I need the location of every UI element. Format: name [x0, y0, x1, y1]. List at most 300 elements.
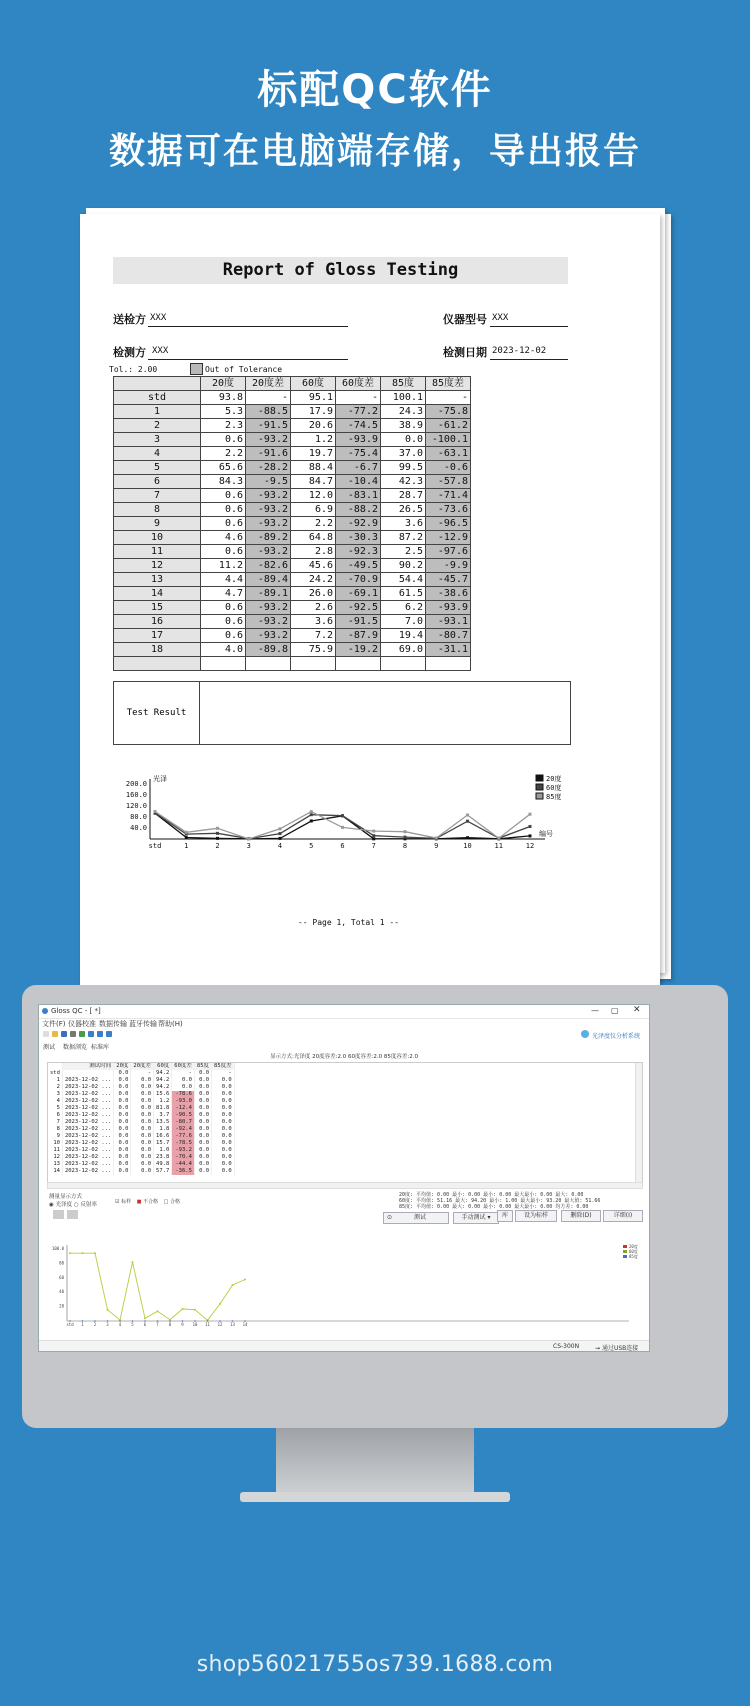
grid-cell: 6 [48, 1112, 62, 1119]
report-row [114, 531, 471, 545]
report-cell: -19.2 [336, 643, 381, 657]
grid-cell: 12 [48, 1154, 62, 1161]
grid-cell: 0.0 [212, 1133, 235, 1140]
grid-cell: 23.8 [154, 1154, 172, 1161]
report-data-point [279, 832, 282, 835]
report-row [114, 475, 471, 489]
grid-cell: std [48, 1070, 62, 1077]
grid-cell: 0.0 [212, 1112, 235, 1119]
report-x-tick: 4 [277, 842, 283, 850]
report-cell: 2.6 [291, 601, 336, 615]
tab-data-browse[interactable]: 数据浏览 [63, 1044, 88, 1051]
report-cell: -89.1 [246, 587, 291, 601]
window-title: Gloss QC - [ *] [51, 1007, 101, 1015]
grid-cell: 2023-12-02 ... [62, 1119, 113, 1126]
grid-cell: 0.0 [194, 1154, 211, 1161]
grid-cell: 0.0 [194, 1140, 211, 1147]
grid-cell: 11 [48, 1147, 62, 1154]
report-x-tick: std [148, 842, 162, 850]
report-y-tick: 80.0 [130, 813, 147, 821]
report-cell: -87.9 [336, 629, 381, 643]
grid-cell [62, 1070, 113, 1077]
check-pass[interactable]: □ 合格 [163, 1199, 180, 1205]
grid-row[interactable] [48, 1091, 234, 1098]
grid-row[interactable] [48, 1070, 234, 1077]
report-legend-swatch [536, 775, 543, 781]
grid-cell: 1.8 [154, 1126, 172, 1133]
brand-logo-icon [581, 1030, 589, 1038]
grid-cell: 0.0 [194, 1084, 211, 1091]
grid-cell: 0.0 [212, 1091, 235, 1098]
grid-cell: 2023-12-02 ... [62, 1084, 113, 1091]
report-cell: -70.9 [336, 573, 381, 587]
status-bar [39, 1340, 649, 1352]
report-cell: 0.6 [201, 503, 246, 517]
grid-cell: 13 [48, 1161, 62, 1168]
report-data-point [529, 834, 532, 837]
grid-cell: 16.6 [154, 1133, 172, 1140]
report-cell: 15 [114, 601, 201, 615]
check-std-label: 标样 [121, 1199, 132, 1205]
menu-transfer[interactable]: 数据传输 [99, 1020, 127, 1028]
grid-col-header: 60度 [154, 1063, 172, 1070]
report-y-tick: 200.0 [125, 780, 147, 788]
report-data-point [154, 810, 157, 813]
report-cell: -0.6 [426, 461, 471, 475]
grid-cell: 2023-12-02 ... [62, 1168, 113, 1175]
date-label: 检测日期 [443, 346, 487, 359]
maximize-button[interactable]: ▢ [611, 1006, 619, 1015]
report-cell: 0.6 [201, 433, 246, 447]
sw-point-60 [69, 1252, 71, 1254]
grid-cell: 0.0 [131, 1140, 154, 1147]
grid-cell: -80.7 [172, 1119, 195, 1126]
tab-bar [39, 1041, 649, 1050]
sw-x-tick: 12 [217, 1322, 223, 1327]
report-x-tick: 6 [340, 842, 345, 850]
settings-icon[interactable] [97, 1031, 103, 1037]
grid-cell: -44.4 [172, 1161, 195, 1168]
sw-x-tick: 9 [181, 1322, 184, 1327]
report-legend-swatch [536, 784, 543, 790]
report-cell: -49.5 [336, 559, 381, 573]
grid-cell: 4 [48, 1098, 62, 1105]
inspector-underline [148, 359, 348, 360]
grid-col-header: 测试时间 [62, 1063, 113, 1070]
grid-row[interactable] [48, 1126, 234, 1133]
sender-label: 送检方 [113, 313, 146, 326]
sw-legend-swatch [623, 1245, 627, 1248]
sw-y-tick: 20 [59, 1303, 64, 1309]
menu-bluetooth[interactable]: 蓝牙传输 [129, 1020, 157, 1028]
grid-col-header: 60度差 [172, 1063, 195, 1070]
check-fail-label: 不合格 [143, 1199, 159, 1205]
grid-row[interactable] [48, 1119, 234, 1126]
grid-cell: 0.0 [212, 1105, 235, 1112]
grid-cell: 0.0 [194, 1161, 211, 1168]
report-row [114, 503, 471, 517]
new-icon[interactable] [43, 1031, 49, 1037]
grid-row[interactable] [48, 1112, 234, 1119]
sw-legend-swatch [623, 1255, 627, 1258]
sw-point-60 [144, 1317, 146, 1319]
grid-cell: 0.0 [172, 1084, 195, 1091]
report-cell: -92.9 [336, 517, 381, 531]
report-data-point [372, 834, 375, 837]
test-result-label: Test Result [114, 682, 200, 744]
grid-cell: 2023-12-02 ... [62, 1147, 113, 1154]
sw-x-tick: 7 [156, 1322, 159, 1327]
report-cell: -89.8 [246, 643, 291, 657]
radio-reflectance[interactable]: ○ 反射率 [73, 1202, 97, 1208]
report-cell: 65.6 [201, 461, 246, 475]
report-cell: -93.2 [246, 601, 291, 615]
report-cell: 2.2 [201, 447, 246, 461]
menu-bar [39, 1018, 649, 1028]
sw-y-tick: 80 [59, 1260, 64, 1266]
manual-test-label: 手动测试 [461, 1214, 486, 1221]
report-cell: -74.5 [336, 419, 381, 433]
grid-cell: 0.0 [212, 1161, 235, 1168]
grid-cell: 3.7 [154, 1112, 172, 1119]
report-cell: 6.9 [291, 503, 336, 517]
report-data-point [372, 830, 375, 833]
minimize-button[interactable]: — [591, 1006, 599, 1015]
monitor-base [240, 1492, 510, 1502]
report-row [114, 391, 471, 405]
grid-cell: 0.0 [114, 1084, 131, 1091]
sw-legend-label: 20度 [629, 1244, 638, 1249]
grid-cell: 2023-12-02 ... [62, 1091, 113, 1098]
date-value: 2023-12-02 [492, 346, 547, 356]
grid-row[interactable] [48, 1133, 234, 1140]
report-row [114, 601, 471, 615]
sw-y-tick: 40 [59, 1289, 64, 1295]
inspector-label: 检测方 [113, 346, 146, 359]
grid-row[interactable] [48, 1105, 234, 1112]
grid-cell: 0.0 [114, 1091, 131, 1098]
report-data-point [310, 810, 313, 813]
report-cell: 7.0 [381, 615, 426, 629]
report-cell: 4.0 [201, 643, 246, 657]
report-data-point [279, 837, 282, 840]
report-cell: -96.5 [426, 517, 471, 531]
small-button-2[interactable] [67, 1210, 78, 1219]
report-cell: -89.2 [246, 531, 291, 545]
grid-cell: 2023-12-02 ... [62, 1161, 113, 1168]
export-icon[interactable] [79, 1031, 85, 1037]
menu-help[interactable]: 帮助(H) [158, 1020, 183, 1028]
grid-cell: 3 [48, 1091, 62, 1098]
report-cell: 90.2 [381, 559, 426, 573]
report-cell: -93.9 [336, 433, 381, 447]
report-col-header: 20度 [201, 377, 246, 391]
grid-row[interactable] [48, 1077, 234, 1084]
grid-cell: -77.6 [172, 1133, 195, 1140]
sw-x-tick: 11 [205, 1322, 210, 1327]
grid-cell: 0.0 [212, 1098, 235, 1105]
report-x-tick: 12 [525, 842, 535, 850]
report-cell: -73.6 [426, 503, 471, 517]
grid-cell: - [131, 1070, 154, 1077]
grid-cell: 1.0 [154, 1147, 172, 1154]
report-data-point [404, 830, 407, 833]
grid-row[interactable] [48, 1161, 234, 1168]
radio-gloss[interactable]: ◉ 光泽度 [49, 1202, 73, 1208]
report-cell: -28.2 [246, 461, 291, 475]
grid-cell: -92.4 [172, 1126, 195, 1133]
report-cell: 2 [114, 419, 201, 433]
report-cell: 2.5 [381, 545, 426, 559]
report-data-point [466, 836, 469, 839]
report-cell: 3.6 [291, 615, 336, 629]
report-cell: std [114, 391, 201, 405]
grid-cell: 0.0 [194, 1098, 211, 1105]
report-cell: 0.0 [381, 433, 426, 447]
headline: 标配QC软件 [257, 67, 493, 113]
grid-row[interactable] [48, 1154, 234, 1161]
set-standard-button[interactable]: 设为标样 [515, 1210, 557, 1222]
report-x-tick: 5 [309, 842, 314, 850]
page-footer: -- Page 1, Total 1 -- [297, 918, 400, 927]
menu-calibrate[interactable]: 仪器校准 [68, 1020, 96, 1028]
menu-file[interactable]: 文件(F) [42, 1020, 66, 1028]
grid-cell: 2023-12-02 ... [62, 1098, 113, 1105]
help-icon[interactable] [106, 1031, 112, 1037]
grid-cell: 8 [48, 1126, 62, 1133]
radio-gloss-label: 光泽度 [55, 1202, 73, 1208]
open-icon[interactable] [52, 1031, 58, 1037]
report-table [113, 376, 471, 671]
tab-std-library[interactable]: 标准库 [91, 1044, 110, 1051]
grid-cell: 0.0 [131, 1084, 154, 1091]
report-cell: - [336, 391, 381, 405]
grid-cell: 0.0 [194, 1077, 211, 1084]
grid-cell: 0.0 [194, 1091, 211, 1098]
report-cell: -9.9 [426, 559, 471, 573]
report-cell: -92.3 [336, 545, 381, 559]
report-cell: 45.6 [291, 559, 336, 573]
report-cell: 4.4 [201, 573, 246, 587]
display-mode-text: 显示方式:光泽度 20度容差:2.0 60度容差:2.0 85度容差:2.0 [270, 1054, 418, 1060]
save-icon[interactable] [61, 1031, 67, 1037]
report-cell: 4.7 [201, 587, 246, 601]
grid-cell: 0.0 [114, 1161, 131, 1168]
report-data-point [497, 837, 500, 840]
grid-cell: 0.0 [131, 1091, 154, 1098]
report-cell: 64.8 [291, 531, 336, 545]
sw-x-tick: 2 [93, 1322, 97, 1327]
report-cell: 4.6 [201, 531, 246, 545]
report-cell: -63.1 [426, 447, 471, 461]
grid-cell: -78.5 [172, 1140, 195, 1147]
report-legend-label: 60度 [546, 784, 562, 792]
report-cell: 88.4 [291, 461, 336, 475]
report-cell: 24.2 [291, 573, 336, 587]
report-cell: 0.6 [201, 517, 246, 531]
report-col-header: 85度差 [426, 377, 471, 391]
software-window [38, 1004, 650, 1352]
report-y-unit: 光泽 [153, 775, 167, 783]
model-label: 仪器型号 [443, 313, 487, 326]
report-cell: - [246, 391, 291, 405]
report-data-point [466, 820, 469, 823]
sw-x-tick: std [66, 1322, 74, 1327]
grid-col-header: 20度 [114, 1063, 131, 1070]
grid-cell: 0.0 [194, 1168, 211, 1175]
grid-cell: 0.0 [212, 1084, 235, 1091]
report-cell: -88.5 [246, 405, 291, 419]
small-button-1[interactable] [53, 1210, 64, 1219]
print-icon[interactable] [70, 1031, 76, 1037]
test-button[interactable] [383, 1212, 449, 1224]
out-of-tolerance-label: Out of Tolerance [205, 365, 283, 374]
report-cell: 99.5 [381, 461, 426, 475]
grid-cell: 0.0 [114, 1119, 131, 1126]
grid-cell: 0.0 [114, 1133, 131, 1140]
report-cell: 17 [114, 629, 201, 643]
grid-cell: 0.0 [194, 1112, 211, 1119]
grid-cell: 0.0 [194, 1105, 211, 1112]
sw-point-60 [82, 1252, 84, 1254]
tab-test[interactable]: 测试 [43, 1044, 56, 1051]
grid-cell: 9 [48, 1133, 62, 1140]
check-std[interactable]: ☑ 标样 [115, 1199, 132, 1205]
report-cell: 11.2 [201, 559, 246, 573]
horizontal-scrollbar[interactable] [47, 1182, 643, 1189]
sw-x-tick: 4 [118, 1322, 122, 1327]
sw-x-tick: 8 [168, 1322, 172, 1327]
report-cell: 61.5 [381, 587, 426, 601]
grid-cell: 0.0 [212, 1119, 235, 1126]
refresh-icon[interactable] [88, 1031, 94, 1037]
report-cell: -93.2 [246, 433, 291, 447]
close-button[interactable]: ✕ [633, 1005, 641, 1015]
report-cell: 14 [114, 587, 201, 601]
report-cell: 26.5 [381, 503, 426, 517]
report-cell: 2.2 [291, 517, 336, 531]
grid-row[interactable] [48, 1147, 234, 1154]
report-cell: 19.4 [381, 629, 426, 643]
report-data-point [279, 827, 282, 830]
stats-85: 85度: 平均值: 0.00 最大: 0.00 最小: 0.00 最大最小: 0.00 均方差: 0.00 [399, 1204, 589, 1210]
grid-cell: - [212, 1070, 235, 1077]
report-cell: -93.2 [246, 615, 291, 629]
grid-cell: 2 [48, 1084, 62, 1091]
brand-name: 光泽度仪分析系统 [592, 1033, 641, 1040]
report-cell: -91.6 [246, 447, 291, 461]
report-col-header: 85度 [381, 377, 426, 391]
report-cell: 2.3 [201, 419, 246, 433]
model-value: XXX [492, 313, 509, 323]
report-row [114, 587, 471, 601]
test-result-box [113, 681, 571, 745]
report-cell: 28.7 [381, 489, 426, 503]
sender-value: XXX [150, 313, 167, 323]
report-cell: -97.6 [426, 545, 471, 559]
grid-cell: 0.0 [114, 1154, 131, 1161]
sender-underline [148, 326, 348, 327]
report-x-tick: 11 [494, 842, 503, 850]
sw-point-60 [94, 1252, 96, 1254]
sw-x-tick: 14 [242, 1322, 248, 1327]
grid-cell: -12.4 [172, 1105, 195, 1112]
stats-60: 60度: 平均值: 51.16 最大: 94.20 最小: 1.00 最大最小: 93.20 最大值: 51.66 [399, 1198, 601, 1204]
grid-cell: 57.7 [154, 1168, 172, 1175]
grid-cell: 1 [48, 1077, 62, 1084]
grid-row[interactable] [48, 1098, 234, 1105]
sw-point-60 [219, 1303, 221, 1305]
report-x-tick: 3 [246, 842, 251, 850]
report-data-point [216, 827, 219, 830]
grid-cell: 0.0 [114, 1126, 131, 1133]
report-cell: -77.2 [336, 405, 381, 419]
sw-x-tick: 13 [230, 1322, 235, 1327]
grid-cell: 0.0 [131, 1098, 154, 1105]
grid-cell: 0.0 [114, 1070, 131, 1077]
report-x-unit: 编号 [539, 830, 553, 838]
report-cell: 6.2 [381, 601, 426, 615]
grid-cell: 0.0 [194, 1133, 211, 1140]
grid-row[interactable] [48, 1168, 234, 1175]
grid-row[interactable] [48, 1140, 234, 1147]
report-cell: 84.3 [201, 475, 246, 489]
grid-cell: 10 [48, 1140, 62, 1147]
report-cell: 4 [114, 447, 201, 461]
check-fail[interactable]: ■ 不合格 [136, 1199, 159, 1205]
report-cell: 0.6 [201, 615, 246, 629]
inspector-value: XXX [152, 346, 169, 356]
grid-col-header: 85度差 [212, 1063, 235, 1070]
grid-cell: - [172, 1070, 195, 1077]
report-cell: 7 [114, 489, 201, 503]
sw-legend-swatch [623, 1250, 627, 1253]
report-cell: -100.1 [426, 433, 471, 447]
report-x-tick: 8 [402, 842, 408, 850]
report-cell: -93.2 [246, 517, 291, 531]
vertical-scrollbar[interactable] [635, 1063, 642, 1182]
grid-cell: 1.2 [154, 1098, 172, 1105]
grid-row[interactable] [48, 1084, 234, 1091]
report-cell: 12 [114, 559, 201, 573]
report-cell: 20.6 [291, 419, 336, 433]
report-cell: 84.7 [291, 475, 336, 489]
detail-button[interactable]: 详细(I) [603, 1210, 643, 1222]
grid-cell: 15.7 [154, 1140, 172, 1147]
delete-button[interactable]: 删除(D) [561, 1210, 601, 1222]
grid-cell: 2023-12-02 ... [62, 1154, 113, 1161]
grid-cell: 0.0 [172, 1077, 195, 1084]
sw-point-60 [244, 1278, 246, 1280]
manual-test-select[interactable]: 手动测试 ▾ [453, 1212, 499, 1224]
library-button[interactable]: 库 [497, 1210, 513, 1222]
grid-cell: 0.0 [114, 1077, 131, 1084]
report-row [114, 643, 471, 657]
date-underline [490, 359, 568, 360]
report-cell: 24.3 [381, 405, 426, 419]
report-cell: 5 [114, 461, 201, 475]
report-cell: -12.9 [426, 531, 471, 545]
sw-x-tick: 10 [192, 1322, 198, 1327]
report-row [114, 615, 471, 629]
report-cell: 54.4 [381, 573, 426, 587]
grid-cell: -78.6 [172, 1091, 195, 1098]
grid-cell: 49.8 [154, 1161, 172, 1168]
report-cell: 11 [114, 545, 201, 559]
grid-cell: 81.8 [154, 1105, 172, 1112]
report-cell: -6.7 [336, 461, 381, 475]
sw-legend-label: 60度 [629, 1249, 638, 1254]
